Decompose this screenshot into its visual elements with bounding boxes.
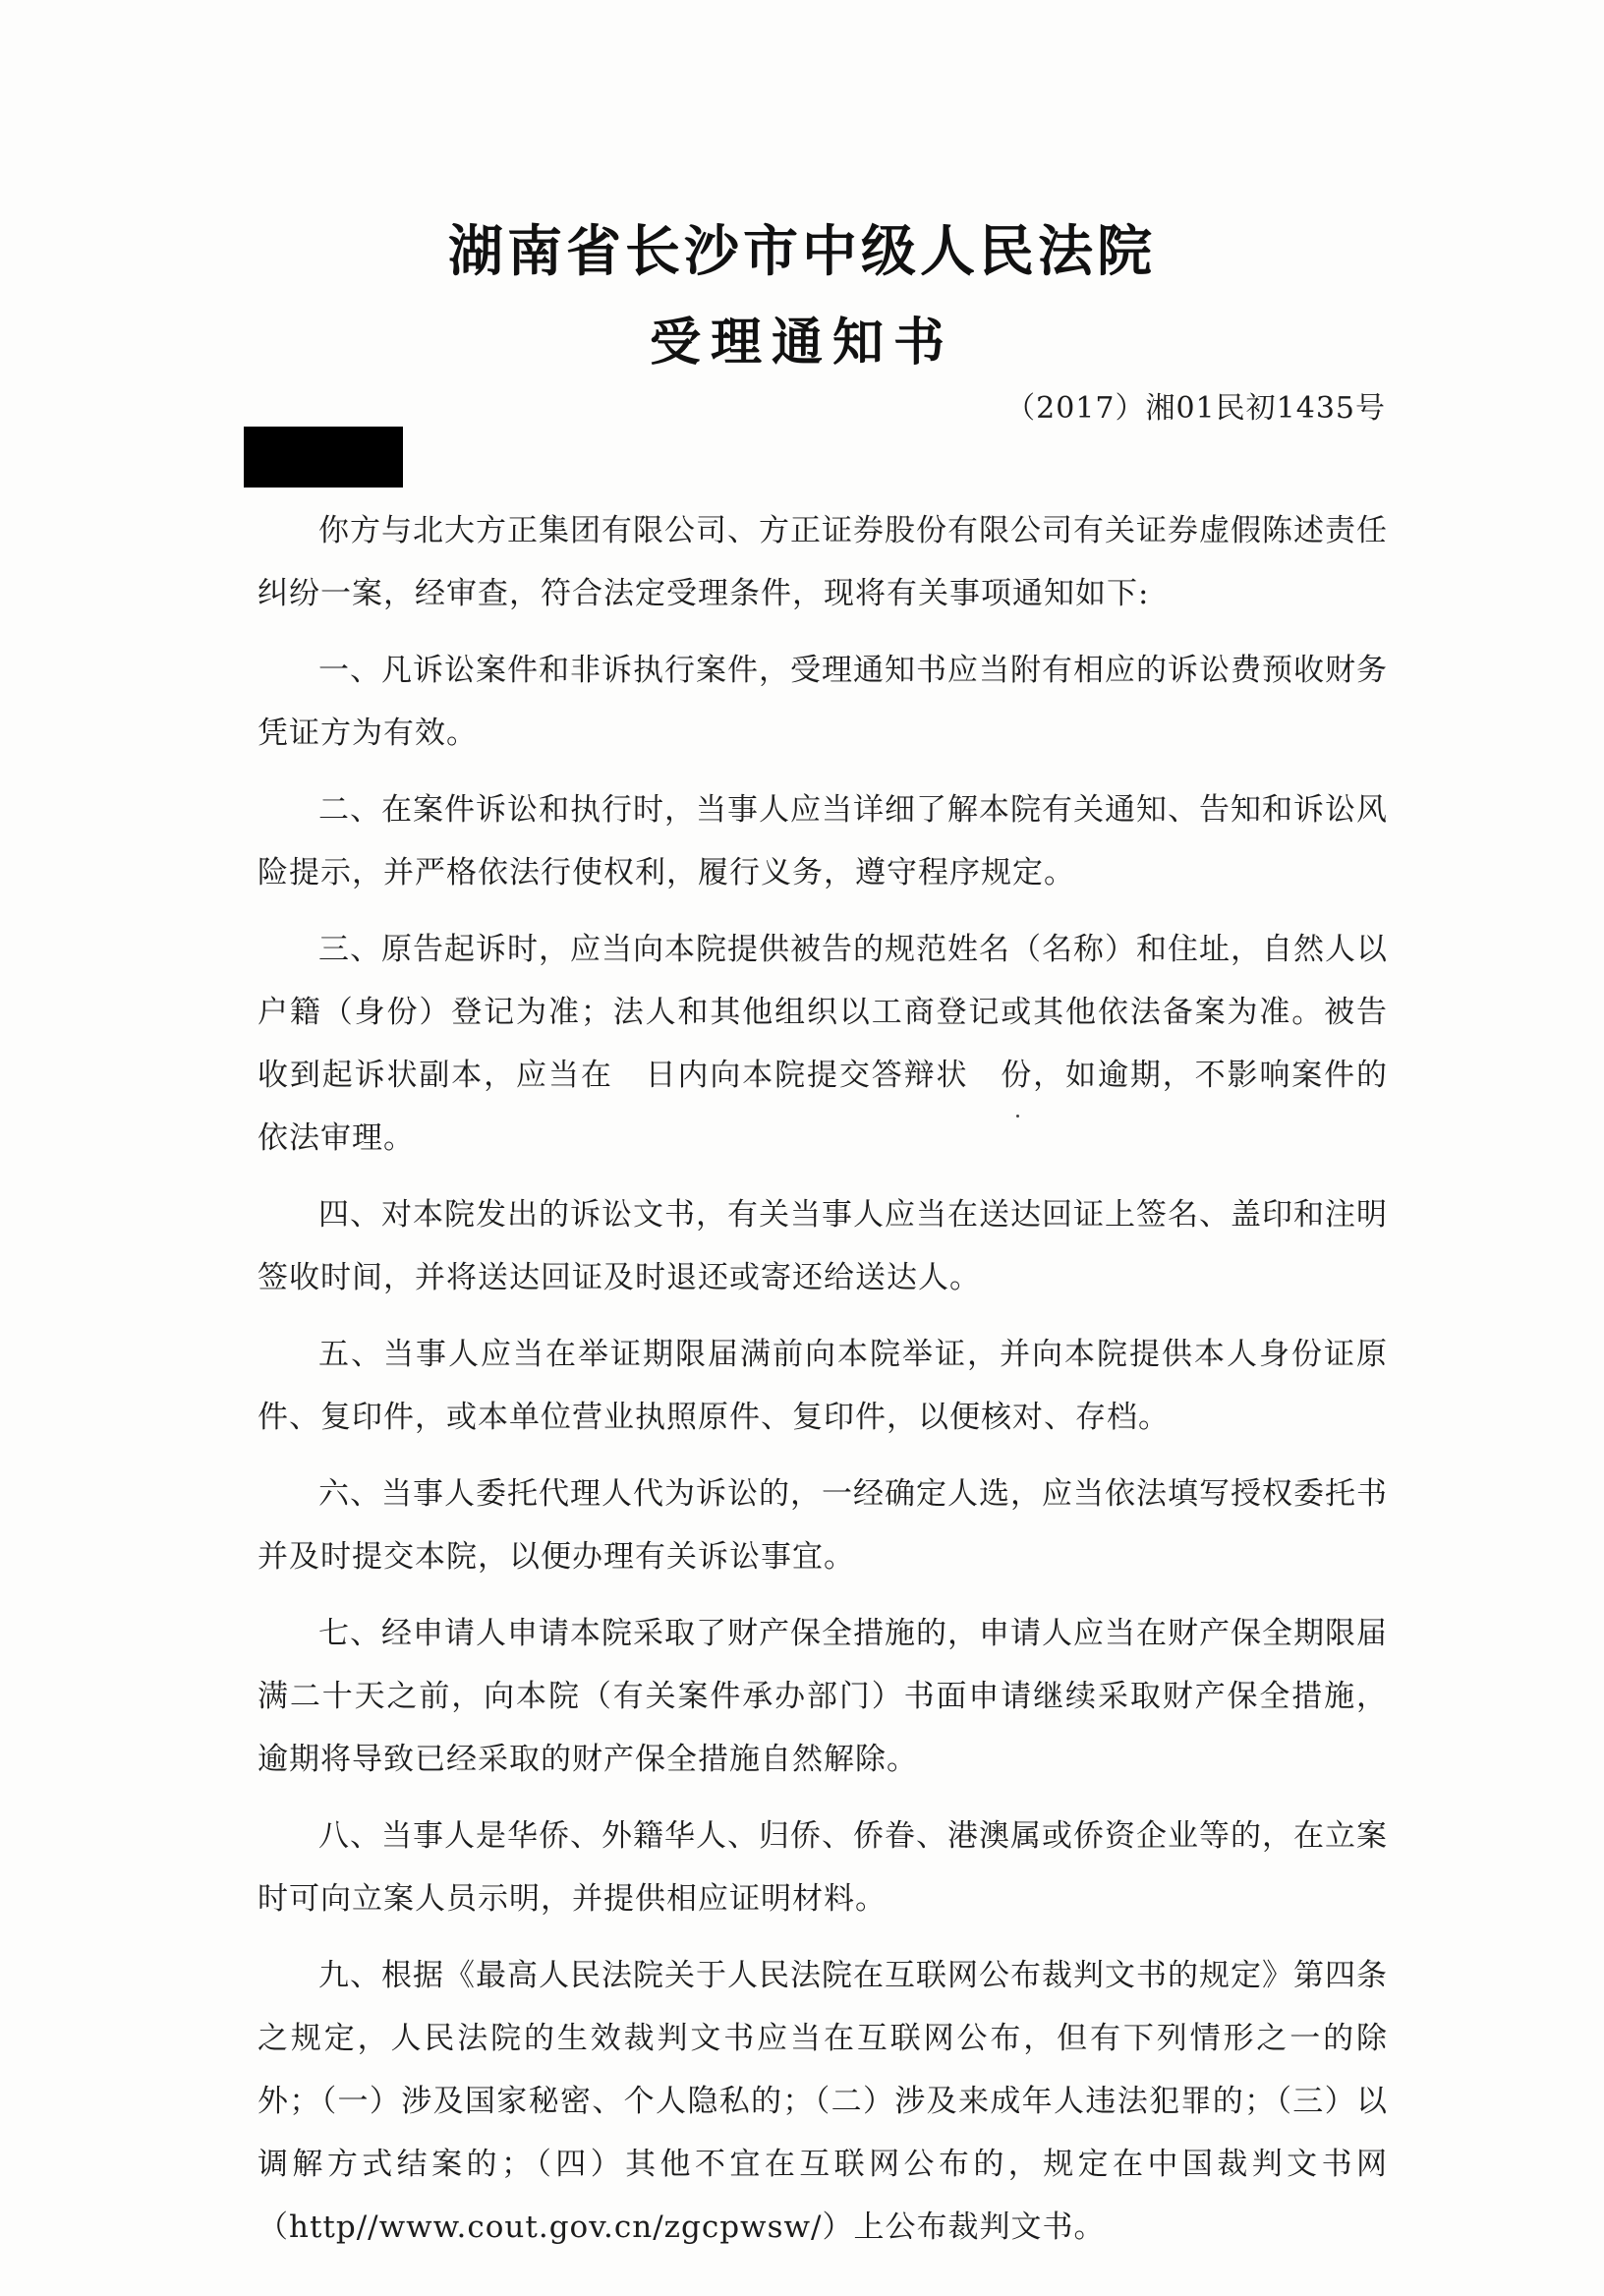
item-6-paragraph: 六、当事人委托代理人代为诉讼的，一经确定人选，应当依法填写授权委托书并及时提交本院，以便办理有关诉讼事宜。 (258, 1476, 1388, 1575)
item-7-paragraph: 七、经申请人申请本院采取了财产保全措施的，申请人应当在财产保全期限届满二十天之前，向本院（有关案件承办部门）书面申请继续采取财产保全措施，逾期将导致已经采取的财产保全措施自然解除。 (258, 1616, 1388, 1777)
item-1-paragraph: 一、凡诉讼案件和非诉执行案件，受理通知书应当附有相应的诉讼费预收财务凭证方为有效。 (258, 653, 1388, 751)
item-8-paragraph: 八、当事人是华侨、外籍华人、归侨、侨眷、港澳属或侨资企业等的，在立案时可向立案人员示明，并提供相应证明材料。 (258, 1818, 1388, 1917)
case-number: （2017）湘01民初1435号 (1005, 391, 1386, 426)
item-4-paragraph: 四、对本院发出的诉讼文书，有关当事人应当在送达回证上签名、盖印和注明签收时间，并将送达回证及时退还或寄还给送达人。 (258, 1197, 1388, 1295)
redacted-addressee (244, 427, 403, 488)
intro-paragraph: 你方与北大方正集团有限公司、方正证券股份有限公司有关证券虚假陈述责任纠纷一案，经审查，符合法定受理条件，现将有关事项通知如下: (258, 513, 1388, 611)
court-name-title: 湖南省长沙市中级人民法院 (448, 220, 1156, 284)
item-2-paragraph: 二、在案件诉讼和执行时，当事人应当详细了解本院有关通知、告知和诉讼风险提示，并严格依法行使权利，履行义务，遵守程序规定。 (258, 792, 1388, 890)
scan-speck (1016, 1115, 1019, 1118)
item-3-paragraph: 三、原告起诉时，应当向本院提供被告的规范姓名（名称）和住址，自然人以户籍（身份）登记为准；法人和其他组织以工商登记或其他依法备案为准。被告收到起诉状副本，应当在 日内向本院提交答辩状 份，如逾期，不影响案件的依法审理。 (258, 932, 1388, 1156)
item-9-paragraph: 九、根据《最高人民法院关于人民法院在互联网公布裁判文书的规定》第四条之规定，人民法院的生效裁判文书应当在互联网公布，但有下列情形之一的除外；（一）涉及国家秘密、个人隐私的；（二）涉及来成年人违法犯罪的；（三）以调解方式结案的；（四）其他不宜在互联网公布的，规定在中国裁判文书网（http//www.cout.gov.cn/zgcpwsw/）上公布裁判文书。 (258, 1958, 1388, 2245)
notice-body (258, 499, 1388, 2272)
item-5-paragraph: 五、当事人应当在举证期限届满前向本院举证，并向本院提供本人身份证原件、复印件，或本单位营业执照原件、复印件，以便核对、存档。 (258, 1337, 1388, 1435)
notice-title: 受理通知书 (649, 314, 954, 373)
